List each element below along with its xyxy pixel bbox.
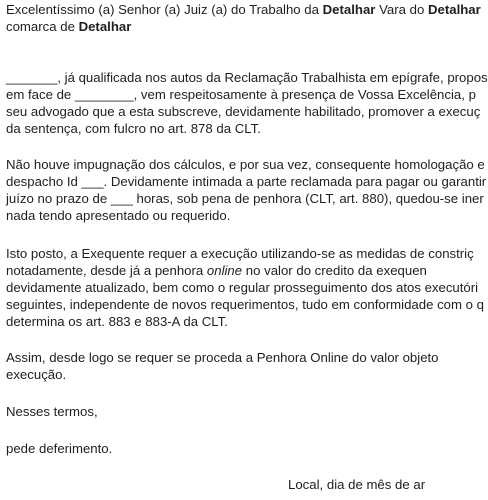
paragraph-1-line: da sentença, com fulcro no art. 878 da CLT.	[6, 121, 261, 136]
header-text: Vara do	[375, 2, 428, 17]
header-text: Excelentíssimo (a) Senhor (a) Juiz (a) do Trabalho da	[6, 2, 323, 17]
paragraph-1-line: em face de ________, vem respeitosamente à presença de Vossa Excelência, p	[6, 87, 476, 102]
header-placeholder-comarca: Detalhar	[78, 19, 132, 34]
header-placeholder-vara: Detalhar	[322, 2, 376, 17]
paragraph-3-line: seguintes, independente de novos requerimentos, tudo em conformidade com o q	[6, 297, 484, 312]
paragraph-2-line: nada tendo apresentado ou requerido.	[6, 208, 231, 223]
paragraph-1-line: seu advogado que a esta subscreve, devidamente habilitado, promover a execuç	[6, 104, 481, 119]
paragraph-text: notadamente, desde já a penhora	[6, 263, 207, 278]
closing-nesses-termos: Nesses termos,	[6, 404, 98, 419]
header-placeholder-local: Detalhar	[427, 2, 481, 17]
paragraph-2-line: Não houve impugnação dos cálculos, e por sua vez, consequente homologação e	[6, 157, 485, 172]
closing-pede-deferimento: pede deferimento.	[6, 441, 113, 456]
paragraph-1-line: _______, já qualificada nos autos da Reclamação Trabalhista em epígrafe, propos	[6, 70, 488, 85]
online-italic-word: online	[206, 263, 243, 278]
paragraph-4-line: execução.	[6, 367, 67, 382]
header-text: comarca de	[6, 19, 79, 34]
paragraph-3-line: devidamente atualizado, bem como o regular prosseguimento dos atos executóri	[6, 280, 479, 295]
paragraph-2-line: despacho Id ___. Devidamente intimada a parte reclamada para pagar ou garantir	[6, 174, 487, 189]
paragraph-2-line: juízo no prazo de ___ horas, sob pena de penhora (CLT, art. 880), quedou-se iner	[6, 191, 484, 206]
paragraph-3-line: Isto posto, a Exequente requer a execução utilizando-se as medidas de constriç	[6, 246, 474, 261]
paragraph-3-line	[6, 263, 427, 279]
paragraph-3-line: determina os art. 883 e 883-A da CLT.	[6, 314, 228, 329]
header-line-2	[6, 19, 131, 35]
paragraph-4-line: Assim, desde logo se requer se proceda a Penhora Online do valor objeto	[6, 350, 439, 365]
closing-local-date: Local, dia de mês de ar	[288, 477, 426, 492]
header-line-1	[6, 2, 481, 18]
paragraph-text: no valor do credito da exequen	[242, 263, 427, 278]
